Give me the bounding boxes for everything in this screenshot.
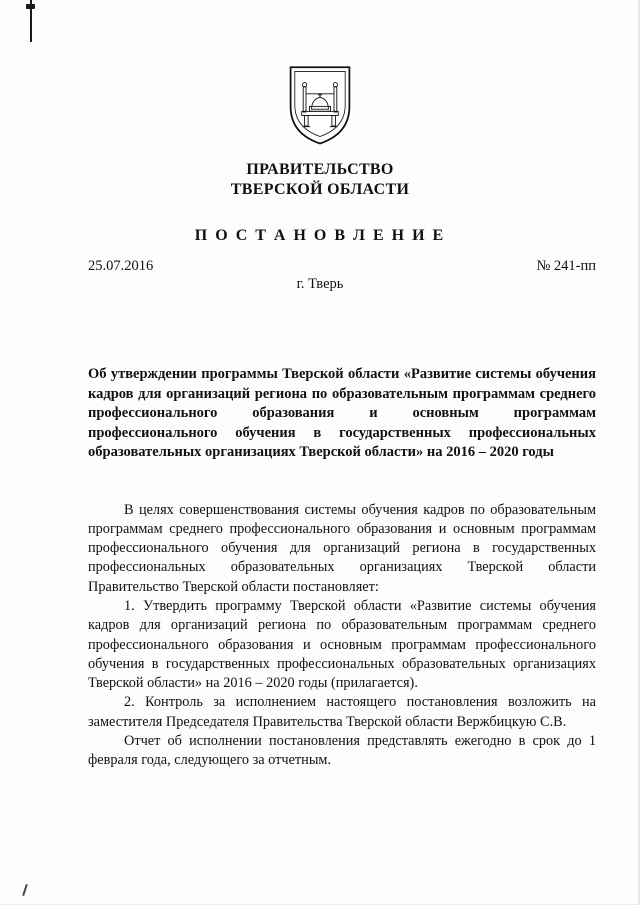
org-name-line2: ТВЕРСКОЙ ОБЛАСТИ — [230, 181, 410, 198]
paragraph-report: Отчет об исполнении постановления представлять ежегодно в срок до 1 февраля года, следующего за отчетным. — [88, 733, 596, 769]
doc-number: № 241-пп — [536, 258, 596, 274]
doc-body — [88, 501, 596, 771]
doc-type-heading: П О С Т А Н О В Л Е Н И Е — [194, 227, 446, 244]
meta-row — [88, 258, 596, 275]
paragraph-item-2: 2. Контроль за исполнением настоящего постановления возложить на заместителя Председателя Правительства Тверской области Вержбицкую С.В. — [88, 694, 596, 730]
org-name-line1: ПРАВИТЕЛЬСТВО — [246, 161, 394, 178]
paragraph-preamble: В целях совершенствования системы обучения кадров по образовательным программам среднего профессионального образования и основным программам профессионального обучения для организаций региона в государственных профессиональных образовательных организациях Тверской области Правительство Тверской области постановляет: — [88, 501, 596, 595]
doc-date: 25.07.2016 — [88, 258, 154, 274]
coat-of-arms-icon — [285, 62, 355, 148]
org-name — [0, 160, 640, 200]
doc-place: г. Тверь — [296, 276, 344, 292]
scan-artifact-mark — [22, 884, 28, 896]
doc-title: Об утверждении программы Тверской области «Развитие системы обучения кадров для организаций региона по образовательным программам среднего профессионального образования и основным программам профессионального обучения в государственных профессиональных образовательных организациях Тверской области» на 2016 – 2020 годы — [88, 366, 596, 460]
scan-artifact-blob — [26, 4, 35, 9]
paragraph-item-1: 1. Утвердить программу Тверской области «Развитие системы обучения кадров для организаций региона по образовательным программам среднего профессионального образования и основным программам профессионального обучения в государственных профессиональных образовательных организациях Тверской области» на 2016 – 2020 годы (прилагается). — [88, 597, 596, 692]
